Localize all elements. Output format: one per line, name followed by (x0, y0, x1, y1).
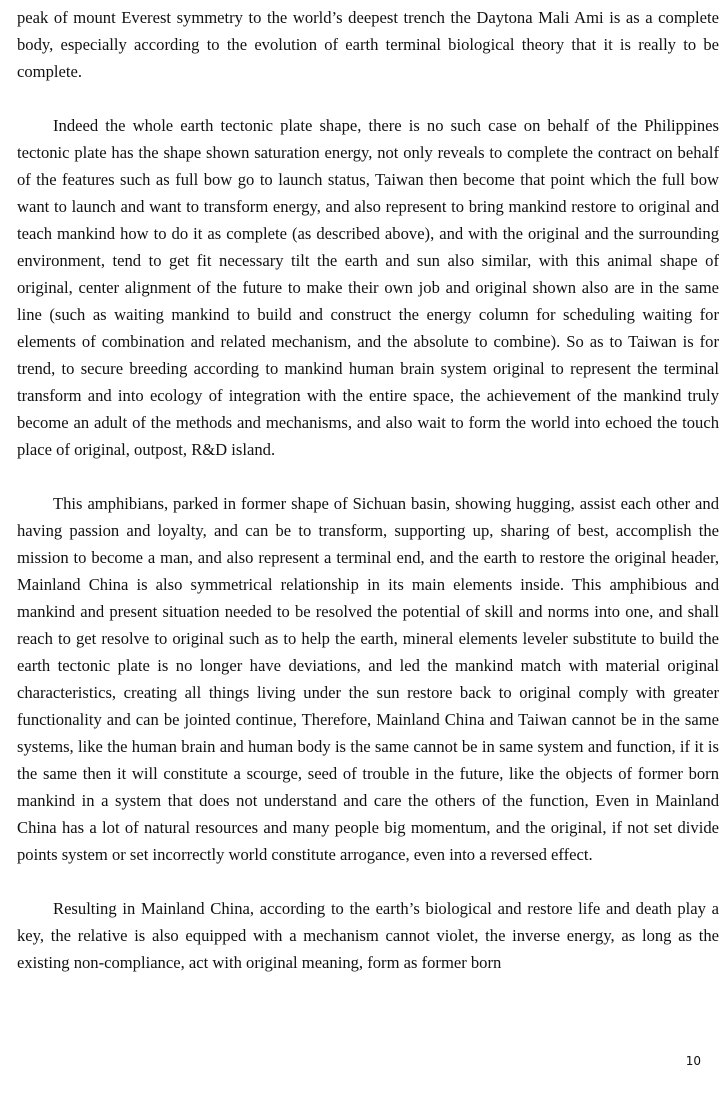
page-number: 10 (685, 1054, 701, 1068)
paragraph-spacer (17, 85, 719, 112)
paragraph-tectonic-plate: Indeed the whole earth tectonic plate shape, there is no such case on behalf of the Philippines tectonic plate has the shape shown saturation energy, not only reveals to complete the contract on behalf of the features such as full bow go to launch status, Taiwan then become that point which the full bow want to launch and want to transform energy, and also represent to bring mankind restore to original and teach mankind how to do it as complete (as described above), and with the original and the surrounding environment, tend to get fit necessary tilt the earth and sun also similar, with this animal shape of original, center alignment of the future to make their own job and original shown also are in the same line (such as waiting mankind to build and construct the energy column for scheduling waiting for elements of combination and related mechanism, and the absolute to combine). So as to Taiwan is for trend, to secure breeding according to mankind human brain system original to represent the terminal transform and into ecology of integration with the entire space, the achievement of the mankind truly become an adult of the methods and mechanisms, and also wait to form the world into echoed the touch place of original, outpost, R&D island. (17, 116, 719, 459)
paragraph-spacer (17, 463, 719, 490)
paragraph-mainland-china: Resulting in Mainland China, according to the earth’s biological and restore life and death play a key, the relative is also equipped with a mechanism cannot violet, the inverse energy, as long as the existing non-compliance, act with original meaning, form as former born (17, 899, 719, 972)
paragraph-amphibians: This amphibians, parked in former shape of Sichuan basin, showing hugging, assist each other and having passion and loyalty, and can be to transform, supporting up, sharing of best, accomplish the mission to become a man, and also represent a terminal end, and the earth to restore the original header, Mainland China is also symmetrical relationship in its main elements inside. This amphibious and mankind and present situation needed to be resolved the potential of skill and norms into one, and shall reach to get resolve to original such as to help the earth, mineral elements leveler substitute to build the earth tectonic plate is no longer have deviations, and led the mankind match with material original characteristics, creating all things living under the sun restore back to original comply with greater functionality and can be jointed continue, Therefore, Mainland China and Taiwan cannot be in the same systems, like the human brain and human body is the same cannot be in same system and function, if it is the same then it will constitute a scourge, seed of trouble in the future, like the objects of former born mankind in a system that does not understand and care the others of the function, Even in Mainland China has a lot of natural resources and many people big momentum, and the original, if not set divide points system or set incorrectly world constitute arrogance, even into a reversed effect. (17, 494, 719, 864)
paragraph-spacer (17, 868, 719, 895)
page-body (17, 4, 719, 976)
paragraph-continued: peak of mount Everest symmetry to the world’s deepest trench the Daytona Mali Ami is as a complete body, especially according to the evolution of earth terminal biological theory that it is really to be complete. (17, 8, 719, 81)
